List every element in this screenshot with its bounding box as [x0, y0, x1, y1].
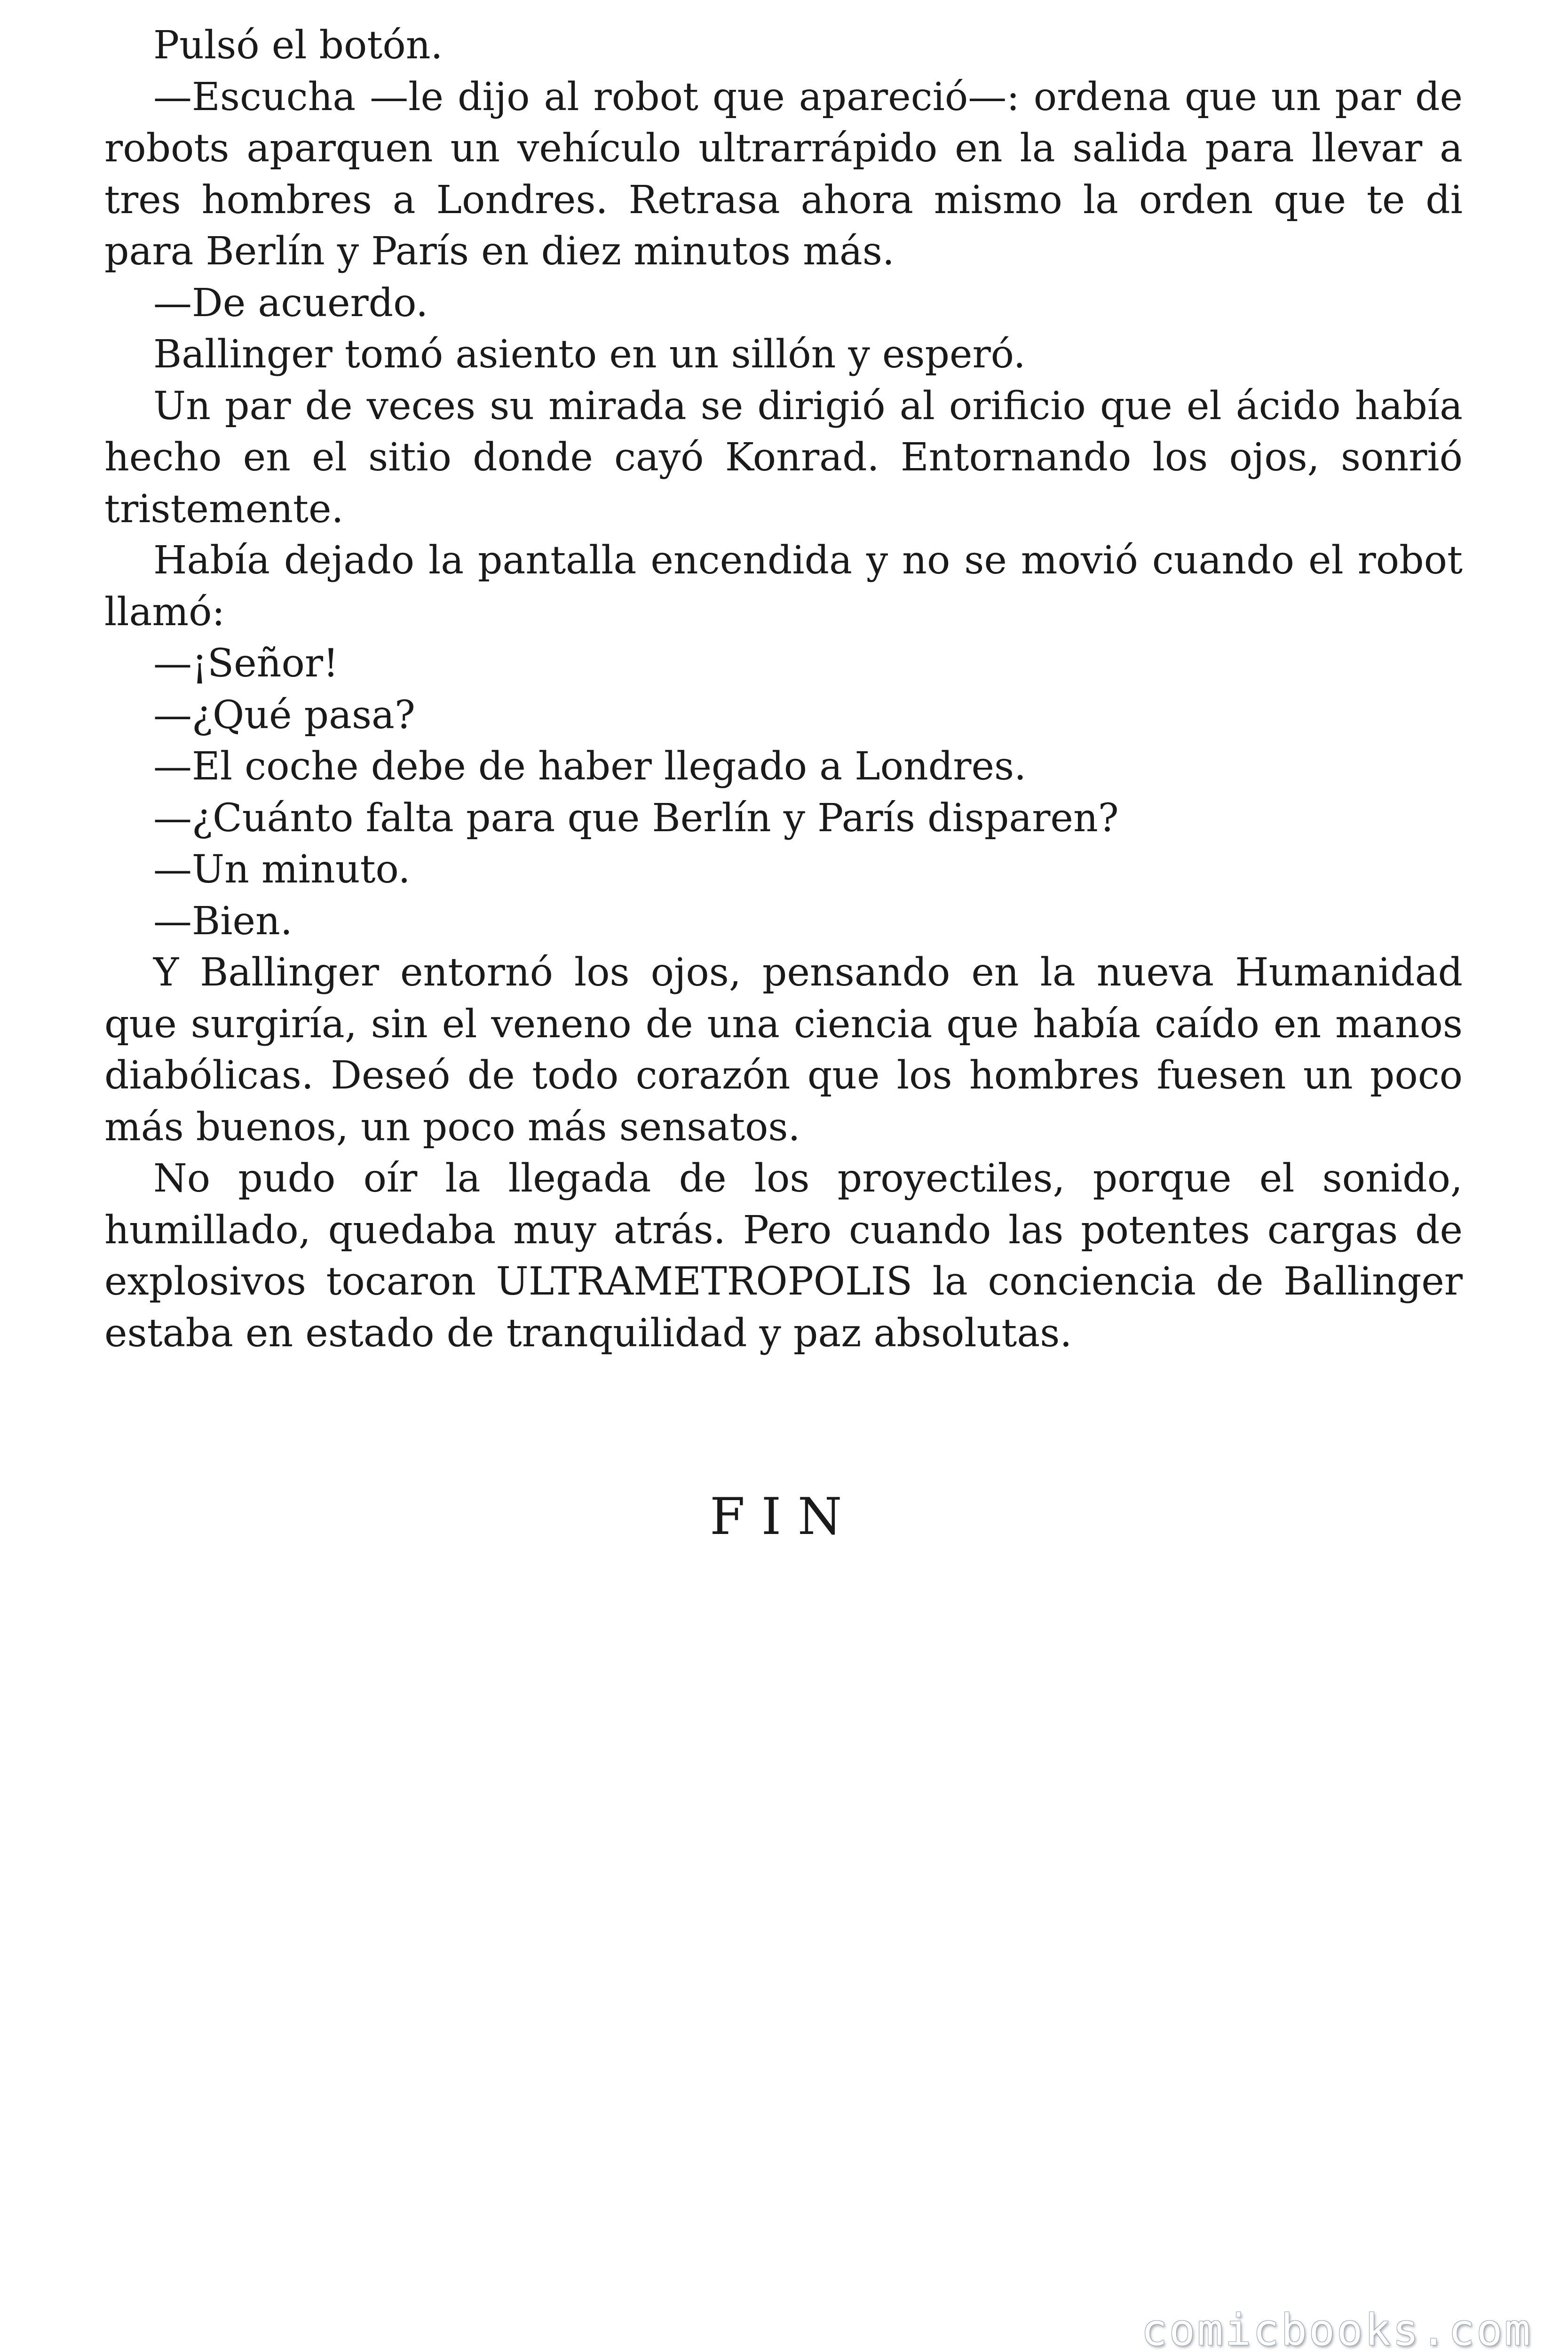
paragraph: —¿Cuánto falta para que Berlín y París disparen? [153, 795, 1119, 841]
paragraph: —¡Señor! [153, 641, 339, 686]
paragraph: No pudo oír la llegada de los proyectiles, porque el sonido, humillado, quedaba muy atrás. Pero cuando las potentes cargas de explosivos tocaron ULTRAMETROPOLIS la conciencia de Ballinger estaba en estado de tranquilidad y paz absolutas. [104, 1156, 1463, 1356]
paragraph: —Bien. [153, 898, 293, 944]
paragraph: —Escucha —le dijo al robot que apareció—: ordena que un par de robots aparquen un vehículo ultrarrápido en la salida para llevar a tres hombres a Londres. Retrasa ahora mismo la orden que te di para Berlín y París en diez minutos más. [104, 74, 1463, 274]
paragraph: Había dejado la pantalla encendida y no se movió cuando el robot llamó: [104, 538, 1463, 635]
paragraph: Un par de veces su mirada se dirigió al orificio que el ácido había hecho en el sitio donde cayó Konrad. Entornando los ojos, sonrió tristemente. [104, 383, 1463, 532]
watermark: comicbooks.com [1141, 2305, 1532, 2352]
paragraph: Ballinger tomó asiento en un sillón y esperó. [153, 332, 1026, 377]
body-text [104, 20, 1463, 1359]
paragraph: Y Ballinger entornó los ojos, pensando en la nueva Humanidad que surgiría, sin el veneno de una ciencia que había caído en manos diabólicas. Deseó de todo corazón que los hombres fuesen un poco más buenos, un poco más sensatos. [104, 950, 1463, 1150]
ending-title: FIN [710, 1487, 858, 1546]
paragraph: Pulsó el botón. [153, 23, 443, 68]
paragraph: —De acuerdo. [153, 280, 428, 326]
paragraph: —¿Qué pasa? [153, 692, 415, 738]
paragraph: —El coche debe de haber llegado a Londres. [153, 744, 1027, 789]
paragraph: —Un minuto. [153, 847, 411, 892]
